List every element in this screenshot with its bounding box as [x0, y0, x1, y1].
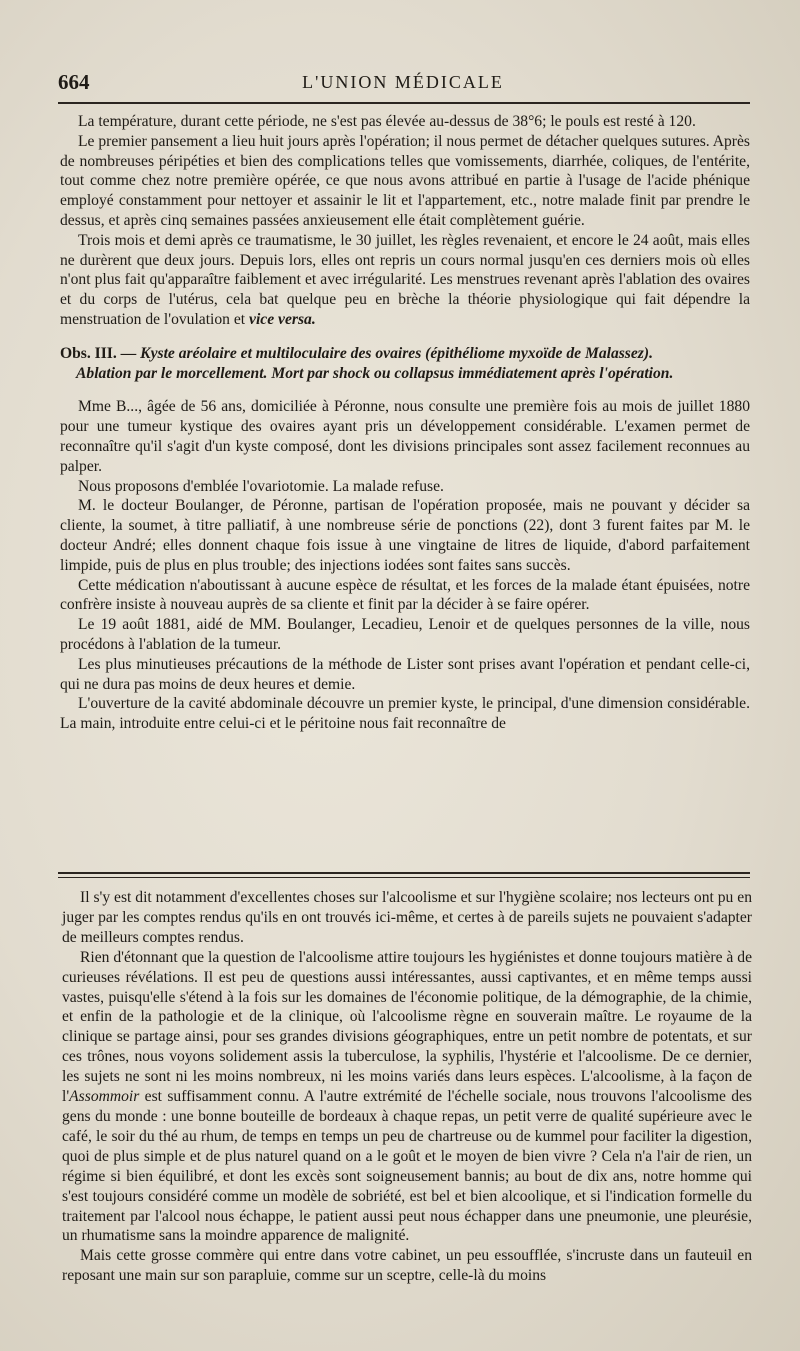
italic-title: Assommoir: [69, 1088, 140, 1106]
running-title: L'UNION MÉDICALE: [302, 72, 504, 92]
feuilleton-separator: [58, 872, 750, 878]
italic-phrase: vice versa.: [249, 310, 316, 328]
page-header: [58, 70, 748, 96]
observation-title: Kyste aréolaire et multiloculaire des ovaires (épithéliome myxoïde de Malassez).: [140, 344, 653, 362]
article-body: [60, 112, 750, 734]
paragraph: La température, durant cette période, ne s'est pas élevée au-dessus de 38°6; le pouls est resté à 120.: [78, 113, 696, 130]
paragraph: Le premier pansement a lieu huit jours après l'opération; il nous permet de détacher quelques sutures. Après de nombreuses péripéties et bien des complications telles que vomissements, diarrhée, coliques, de l'entérite, tout comme chez notre première opérée, ce que nous avons attribué en partie à l'usage de l'acide phénique employé constamment pour nettoyer et assainir le lit et l'appartement, etc., notre malade finit par prendre le dessus, et après cinq semaines passées anxieusement elle était complètement guérie.: [60, 132, 750, 229]
paragraph: Mme B..., âgée de 56 ans, domiciliée à Péronne, nous consulte une première fois au mois de juillet 1880 pour une tumeur kystique des ovaires ayant pris un développement considérable. L'examen permet de reconnaître qu'il s'agit d'un kyste composé, dont les divisions principales sont assez facilement reconnues au palper.: [60, 398, 750, 475]
paragraph-text: est suffisamment connu. A l'autre extrémité de l'échelle sociale, nous trouvons l'alcoolisme des gens du monde : une bonne bouteille de bordeaux à chaque repas, un petit verre de qualité supérieure avec le café, le soir du thé au rhum, de temps en temps un peu de chartreuse ou de kummel pour faciliter la digestion, quoi de plus simple et de plus naturel quand on a le goût et le moyen de bien vivre ? Cela n'a l'air de rien, un régime si bien équilibré, et dont les excès sont soigneusement bannis; au bout de dix ans, notre homme qui s'est toujours considéré comme un modèle de sobriété, est bel et bien alcoolique, et si l'indication formelle du traitement par l'alcool nous échappe, le patient aussi peut nous échapper dans une pneumonie, une pleurésie, un rhumatisme sans la moindre apparence de malignité.: [62, 1088, 752, 1245]
paragraph: L'ouverture de la cavité abdominale découvre un premier kyste, le principal, d'une dimension considérable. La main, introduite entre celui-ci et le péritoine nous fait reconnaître de: [60, 695, 750, 733]
feuilleton-body: [62, 888, 752, 1286]
paragraph: Nous proposons d'emblée l'ovariotomie. La malade refuse.: [78, 477, 444, 495]
page-number: 664: [58, 70, 90, 94]
paragraph-text: Rien d'étonnant que la question de l'alcoolisme attire toujours les hygiénistes et donne toujours matière à de curieuses révélations. Il est peu de questions aussi intéressantes, aussi captivantes, et en même temps aussi vastes, puisqu'elle s'étend à la fois sur les domaines de l'économie politique, de la démographie, de la chimie, et enfin de la pathologie et de la clinique, où l'alcoolisme règne en souverain maître. Le royaume de la clinique se partage ainsi, pour ses grandes divisions géographiques, entre un petit nombre de potentats, et sur ces trônes, nous voyons solidement assis la tuberculose, la syphilis, l'hystérie et l'alcoolisme. De ce dernier, les sujets ne sont ni les moins nombreux, ni les moins variés dans leurs espèces. L'alcoolisme, à la façon de l': [62, 948, 752, 1106]
observation-heading: [60, 344, 750, 364]
observation-subtitle: Ablation par le morcellement. Mort par shock ou collapsus immédiatement après l'opération.: [76, 364, 674, 382]
header-rule: [58, 102, 750, 104]
paragraph: [62, 948, 752, 1247]
paragraph: Il s'y est dit notamment d'excellentes choses sur l'alcoolisme et sur l'hygiène scolaire; nos lecteurs ont pu en juger par les comptes rendus qu'ils en ont trouvés ici-même, et certes à de pareils sujets ne pouvaient s'adapter de meilleurs comptes rendus.: [62, 889, 752, 946]
paragraph: Le 19 août 1881, aidé de MM. Boulanger, Lecadieu, Lenoir et de quelques personnes de la ville, nous procédons à l'ablation de la tumeur.: [60, 616, 750, 653]
paragraph: Les plus minutieuses précautions de la méthode de Lister sont prises avant l'opération et pendant celle-ci, qui ne dura pas moins de deux heures et demie.: [60, 655, 750, 693]
paragraph: [60, 231, 750, 330]
observation-label: Obs. III. —: [60, 344, 137, 362]
paragraph: Cette médication n'aboutissant à aucune espèce de résultat, et les forces de la malade étant épuisées, notre confrère insiste à nouveau auprès de sa cliente et finit par la décider à se faire opérer.: [60, 576, 750, 614]
paragraph: M. le docteur Boulanger, de Péronne, partisan de l'opération proposée, mais ne pouvant y décider sa cliente, la soumet, à titre palliatif, à une nombreuse série de ponctions (22), dont 3 furent faites par M. le docteur André; elles donnent chaque fois issue à une vingtaine de litres de liquide, d'abord parfaitement limpide, puis de plus en plus trouble; des injections iodées sont faites sans succès.: [60, 497, 750, 574]
paragraph: Mais cette grosse commère qui entre dans votre cabinet, un peu essoufflée, s'incruste dans un fauteuil en reposant une main sur son parapluie, comme sur un sceptre, celle-là du moins: [62, 1247, 752, 1285]
paragraph-text: Trois mois et demi après ce traumatisme, le 30 juillet, les règles revenaient, et encore le 24 août, mais elles ne durèrent que deux jours. Depuis lors, elles ont repris un cours normal jusqu'en ces derniers mois où elles n'ont plus fait qu'apparaître faiblement et avec irrégularité. Les menstrues revenant après l'ablation des ovaires et du corps de l'utérus, cela bat quelque peu en brèche la théorie physiologique qui fait dépendre la menstruation de l'ovulation et: [60, 231, 750, 328]
